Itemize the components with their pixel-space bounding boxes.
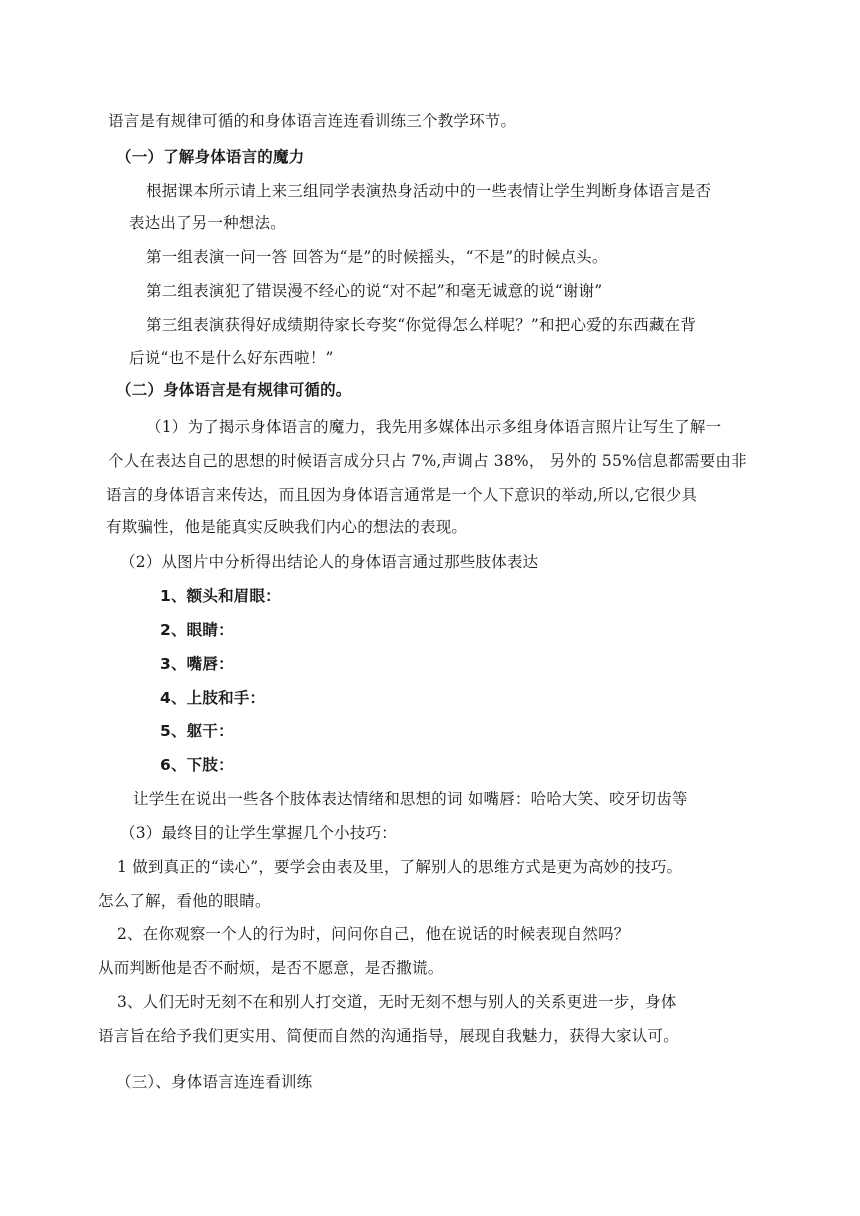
paragraph-line: 1 做到真正的“读心”，要学会由表及里，了解别人的思维方式是更为高妙的技巧。 bbox=[117, 858, 683, 876]
paragraph-line: 根据课本所示请上来三组同学表演热身活动中的一些表情让学生判断身体语言是否 bbox=[146, 182, 712, 200]
list-item: 3、嘴唇： bbox=[160, 655, 234, 673]
paragraph-line: （2）从图片中分析得出结论人的身体语言通过那些肢体表达 bbox=[120, 553, 539, 571]
paragraph-line: 语言旨在给予我们更实用、简便而自然的沟通指导，展现自我魅力，获得大家认可。 bbox=[98, 1027, 679, 1045]
paragraph-line: 语言的身体语言来传达，而且因为身体语言通常是一个人下意识的举动,所以,它很少具 bbox=[106, 486, 698, 504]
paragraph-line: （3）最终目的让学生掌握几个小技巧： bbox=[120, 824, 397, 842]
paragraph-line: 后说“也不是什么好东西啦！” bbox=[129, 349, 334, 367]
paragraph-line: 让学生在说出一些各个肢体表达情绪和思想的词 如嘴唇：哈哈大笑、咬牙切齿等 bbox=[133, 790, 688, 808]
list-item: 4、上肢和手： bbox=[160, 689, 266, 707]
paragraph-line: （1）为了揭示身体语言的魔力，我先用多媒体出示多组身体语言照片让写生了解一 bbox=[146, 418, 722, 436]
paragraph-line: 第三组表演获得好成绩期待家长夸奖“你觉得怎么样呢？”和把心爱的东西藏在背 bbox=[146, 316, 697, 334]
paragraph-line: 3、人们无时无刻不在和别人打交道，无时无刻不想与别人的关系更进一步，身体 bbox=[117, 993, 677, 1011]
paragraph-line: 表达出了另一种想法。 bbox=[129, 214, 287, 232]
paragraph-line: 从而判断他是否不耐烦，是否不愿意，是否撒谎。 bbox=[98, 959, 444, 977]
section-heading-1: （一）了解身体语言的魔力 bbox=[116, 148, 305, 166]
paragraph-line: 个人在表达自己的思想的时候语言成分只占 7%,声调占 38%， 另外的 55%信息都需要由非 bbox=[108, 452, 747, 470]
section-heading-2: （二）身体语言是有规律可循的。 bbox=[116, 381, 352, 399]
paragraph-line: 2、在你观察一个人的行为时，问问你自己，他在说话的时候表现自然吗？ bbox=[117, 925, 630, 943]
paragraph-line: 第一组表演一问一答 回答为“是”的时候摇头，“不是”的时候点头。 bbox=[146, 248, 608, 266]
paragraph-line: 怎么了解，看他的眼睛。 bbox=[98, 892, 271, 910]
paragraph-line: 语言是有规律可循的和身体语言连连看训练三个教学环节。 bbox=[108, 112, 517, 130]
section-heading-3: （三）、身体语言连连看训练 bbox=[116, 1073, 313, 1091]
list-item: 2、眼睛： bbox=[160, 621, 234, 639]
list-item: 1、额头和眉眼： bbox=[160, 587, 281, 605]
list-item: 5、躯干： bbox=[160, 722, 234, 740]
paragraph-line: 有欺骗性，他是能真实反映我们内心的想法的表现。 bbox=[106, 518, 468, 536]
list-item: 6、下肢： bbox=[160, 756, 234, 774]
paragraph-line: 第二组表演犯了错误漫不经心的说“对不起”和毫无诚意的说“谢谢” bbox=[146, 282, 603, 300]
